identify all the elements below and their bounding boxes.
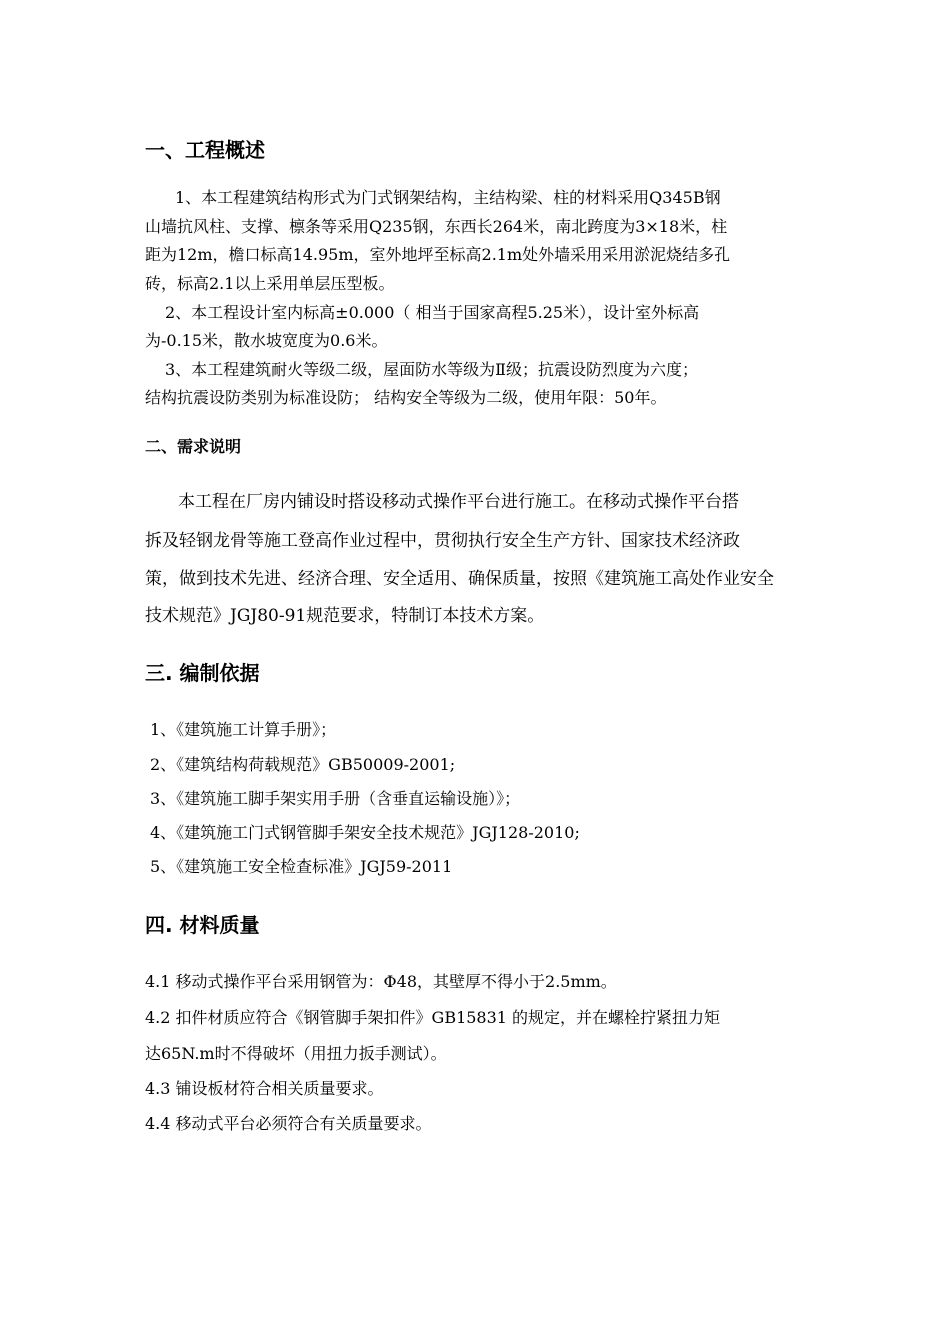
text-line: 策，做到技术先进、经济合理、安全适用、确保质量，按照《建筑施工高处作业安全: [145, 569, 774, 589]
list-item: 达65N.m时不得破坏（用扭力扳手测试）。: [145, 1044, 447, 1063]
text-line: 拆及轻钢龙骨等施工登高作业过程中，贯彻执行安全生产方针、国家技术经济政: [145, 531, 740, 551]
text-line: 为-0.15米，散水坡宽度为0.6米。: [145, 331, 388, 350]
section-heading-requirements: 二、需求说明: [145, 437, 242, 456]
section-heading-basis: 三. 编制依据: [145, 661, 260, 685]
text-line: 结构抗震设防类别为标准设防； 结构安全等级为二级，使用年限：50年。: [145, 388, 667, 407]
list-item: 4.1 移动式操作平台采用钢管为：Φ48，其壁厚不得小于2.5mm。: [145, 972, 617, 991]
text-line: 本工程在厂房内铺设时搭设移动式操作平台进行施工。在移动式操作平台搭: [178, 492, 739, 512]
list-item: 4、《建筑施工门式钢管脚手架安全技术规范》JGJ128-2010;: [150, 823, 580, 842]
section-heading-overview: 一、工程概述: [145, 138, 265, 162]
list-item: 4.2 扣件材质应符合《钢管脚手架扣件》GB15831 的规定，并在螺栓拧紧扭力矩: [145, 1008, 721, 1027]
text-line: 3、本工程建筑耐火等级二级，屋面防水等级为Ⅱ级；抗震设防烈度为六度；: [165, 360, 699, 379]
list-item: 3、《建筑施工脚手架实用手册（含垂直运输设施）》；: [150, 789, 521, 808]
list-item: 2、《建筑结构荷载规范》GB50009-2001;: [150, 755, 456, 774]
text-line: 技术规范》JGJ80-91规范要求，特制订本技术方案。: [145, 606, 545, 626]
text-line: 山墙抗风柱、支撑、檩条等采用Q235钢，东西长264米，南北跨度为3×18米，柱: [145, 217, 728, 236]
text-line: 距为12m，檐口标高14.95m，室外地坪至标高2.1m处外墙采用采用淤泥烧结多孔: [145, 245, 731, 264]
list-item: 1、《建筑施工计算手册》；: [150, 720, 337, 739]
list-item: 4.4 移动式平台必须符合有关质量要求。: [145, 1114, 432, 1133]
section-heading-materials: 四. 材料质量: [145, 913, 260, 937]
text-line: 1、本工程建筑结构形式为门式钢架结构，主结构梁、柱的材料采用Q345B钢: [175, 188, 721, 207]
text-line: 砖，标高2.1以上采用单层压型板。: [145, 274, 395, 293]
list-item: 5、《建筑施工安全检查标准》JGJ59-2011: [150, 857, 453, 876]
list-item: 4.3 铺设板材符合相关质量要求。: [145, 1079, 384, 1098]
text-line: 2、本工程设计室内标高±0.000（ 相当于国家高程5.25米），设计室外标高: [165, 303, 700, 322]
